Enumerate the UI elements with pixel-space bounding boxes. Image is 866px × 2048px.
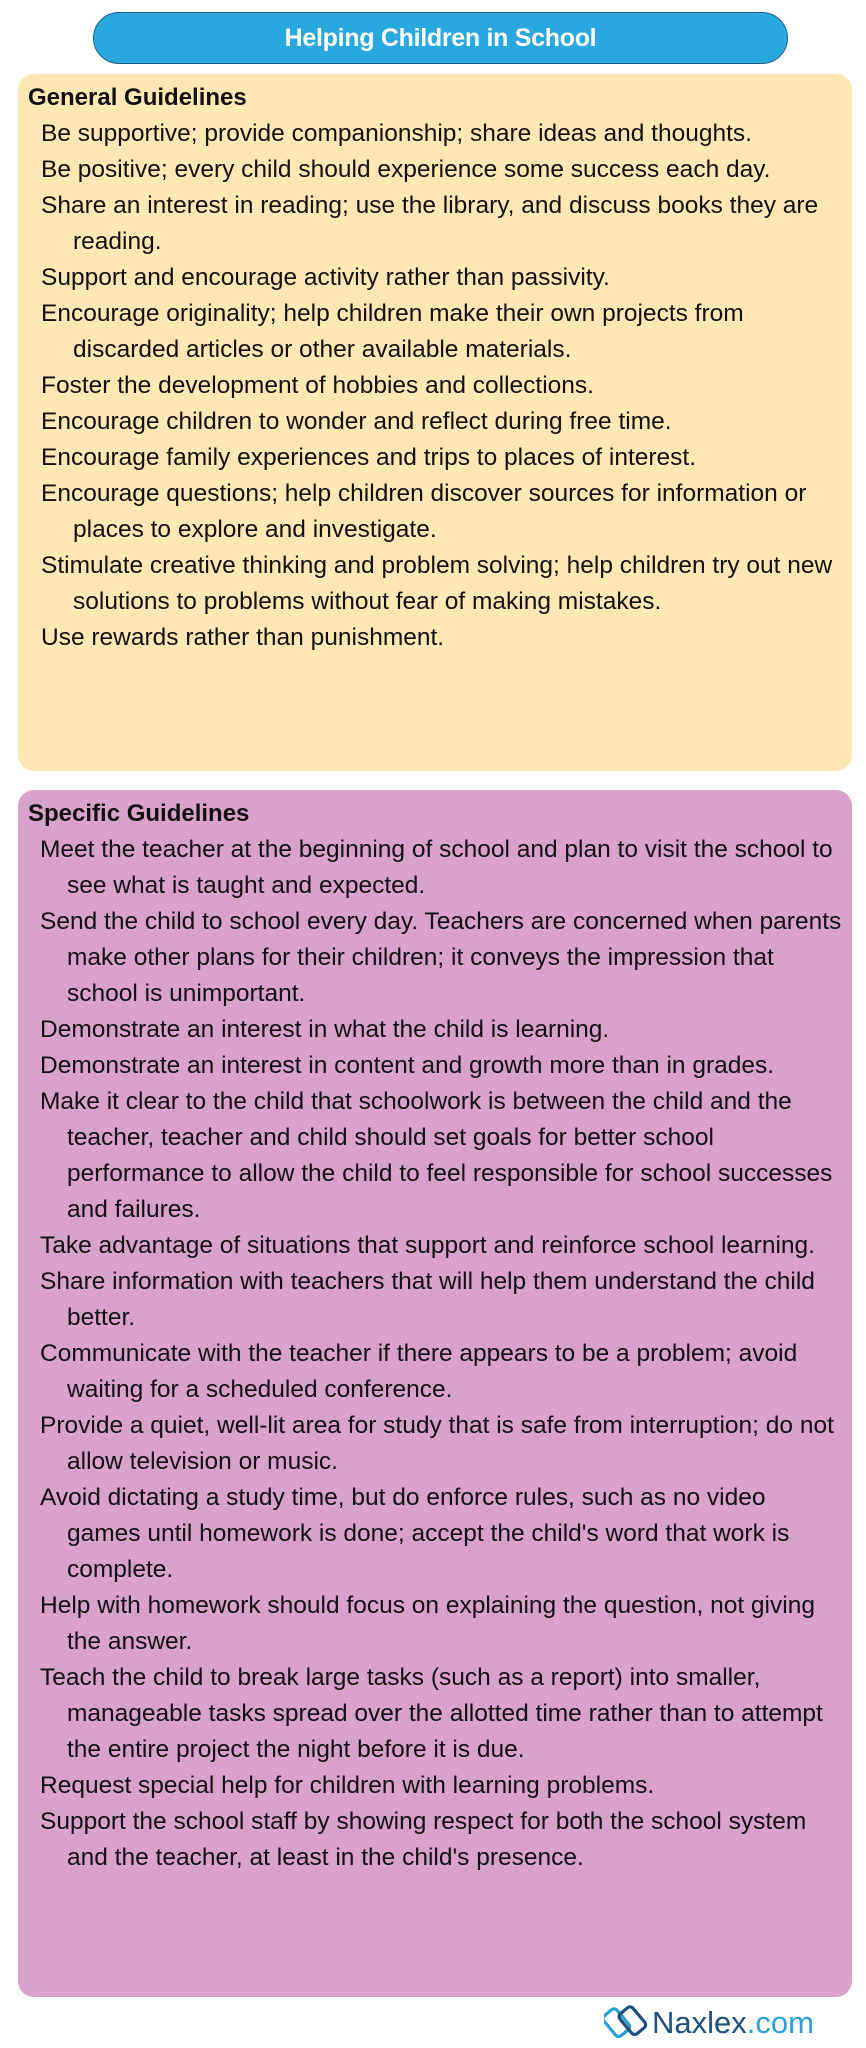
list-item: Share information with teachers that will help them understand the child better. [40,1268,815,1331]
specific-guidelines-panel [18,790,852,1997]
list-item: Encourage questions; help children discover sources for information or places to explore and investigate. [41,480,807,543]
list-item: Take advantage of situations that support and reinforce school learning. [40,1232,815,1259]
naxlex-logo[interactable] [604,2000,814,2046]
list-item: Demonstrate an interest in content and growth more than in grades. [40,1052,775,1079]
specific-guidelines-list [28,832,842,1876]
list-item: Make it clear to the child that schoolwork is between the child and the teacher, teacher and child should set goals for better school performance to allow the child to feel responsible for school successes and failures. [40,1088,833,1223]
list-item: Send the child to school every day. Teachers are concerned when parents make other plans for their children; it conveys the impression that school is unimportant. [40,908,842,1007]
general-guidelines-list [28,116,842,656]
list-item: Communicate with the teacher if there appears to be a problem; avoid waiting for a scheduled conference. [40,1340,798,1403]
list-item: Encourage children to wonder and reflect during free time. [41,408,672,435]
list-item: Encourage originality; help children make their own projects from discarded articles or other available materials. [41,300,744,363]
list-item: Demonstrate an interest in what the child is learning. [40,1016,610,1043]
naxlex-logo-icon [604,2001,648,2045]
list-item: Avoid dictating a study time, but do enforce rules, such as no video games until homework is done; accept the child's word that work is complete. [40,1484,790,1583]
general-guidelines-heading: General Guidelines [28,84,247,111]
title-banner [93,12,788,64]
list-item: Stimulate creative thinking and problem solving; help children try out new solutions to problems without fear of making mistakes. [41,552,833,615]
logo-name: Naxlex [652,2005,747,2040]
list-item: Foster the development of hobbies and collections. [41,372,594,399]
list-item: Help with homework should focus on explaining the question, not giving the answer. [40,1592,815,1655]
list-item: Encourage family experiences and trips to places of interest. [41,444,697,471]
list-item: Be positive; every child should experience some success each day. [41,156,771,183]
general-guidelines-panel [18,74,852,771]
logo-wordmark [652,2005,814,2041]
list-item: Request special help for children with learning problems. [40,1772,655,1799]
specific-guidelines-heading: Specific Guidelines [28,800,250,827]
logo-domain: .com [746,2005,814,2040]
list-item: Be supportive; provide companionship; share ideas and thoughts. [41,120,752,147]
list-item: Meet the teacher at the beginning of school and plan to visit the school to see what is taught and expected. [40,836,833,899]
page-title: Helping Children in School [284,23,597,52]
list-item: Share an interest in reading; use the library, and discuss books they are reading. [41,192,819,255]
list-item: Use rewards rather than punishment. [41,624,445,651]
list-item: Teach the child to break large tasks (such as a report) into smaller, manageable tasks spread over the allotted time rather than to attempt the entire project the night before it is due. [40,1664,823,1763]
list-item: Support the school staff by showing respect for both the school system and the teacher, at least in the child's presence. [40,1808,807,1871]
list-item: Provide a quiet, well-lit area for study that is safe from interruption; do not allow television or music. [40,1412,834,1475]
list-item: Support and encourage activity rather than passivity. [41,264,610,291]
